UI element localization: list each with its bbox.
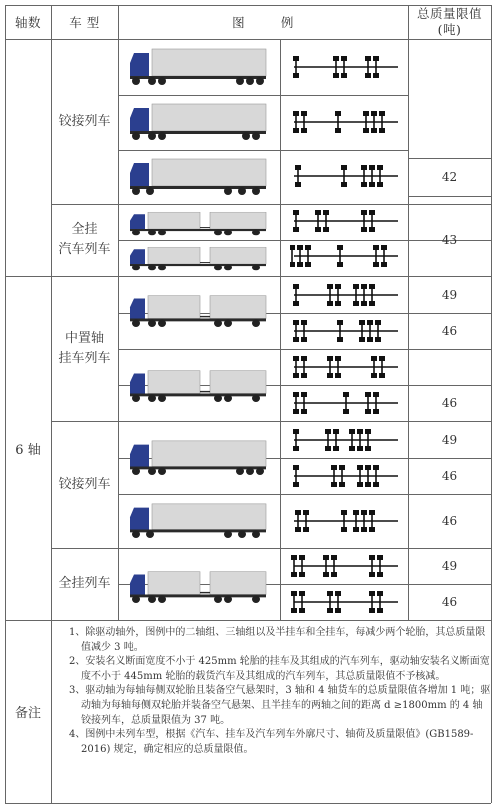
- grid-line: [408, 196, 491, 197]
- type-center-axle-trailer: 中置轴 挂车列车: [58, 330, 111, 366]
- grid-line: [118, 150, 408, 151]
- note-item: 3、驱动轴为每轴每侧双轮胎且装备空气悬架时，3 轴和 4 轴货车的总质量限值各增加 1 吨；驱动轴为每轴每侧双轮胎并装备空气悬架、且半挂车的两轴之间的距离 d ≥1800mm 的 4 轴铰接列车，总质量限值为 37 吨。: [69, 685, 491, 726]
- limit-value: 46: [441, 595, 458, 609]
- axle-diagram: [290, 244, 402, 268]
- grid-line: [118, 5, 119, 620]
- truck-illustration-semi3b: [128, 156, 268, 196]
- truck-illustration-full: [128, 208, 268, 236]
- axle-count-6: 6 轴: [15, 442, 41, 458]
- grid-line: [280, 39, 281, 620]
- limit-value: 46: [441, 324, 458, 338]
- axle-diagram: [290, 110, 402, 134]
- grid-line: [5, 620, 491, 621]
- limit-value: 49: [441, 559, 458, 573]
- header-axles: 轴数: [14, 15, 41, 30]
- notes-list: [59, 626, 491, 757]
- axle-diagram: [290, 319, 402, 343]
- grid-line: [491, 5, 492, 803]
- axle-diagram: [290, 355, 402, 379]
- axle-diagram: [290, 55, 402, 79]
- header-figure: 图 例: [232, 15, 294, 30]
- truck-illustration-full: [128, 243, 268, 271]
- axle-diagram: [290, 391, 402, 415]
- truck-illustration-full2: [128, 566, 268, 604]
- limit-value: 49: [441, 432, 458, 447]
- header-vehicle-type: 车 型: [69, 15, 100, 30]
- axle-diagram: [290, 590, 402, 614]
- truck-illustration-center: [128, 365, 268, 403]
- grid-line: [118, 95, 408, 96]
- truck-illustration-semi3: [128, 46, 268, 86]
- limit-value: 46: [441, 396, 458, 410]
- limit-value: 42: [441, 170, 458, 184]
- truck-illustration-center: [128, 290, 268, 328]
- notes-label: 备注: [14, 706, 41, 721]
- axle-diagram: [290, 509, 402, 533]
- grid-line: [5, 803, 491, 804]
- header-weight-limit: 总质量限值 (吨): [416, 6, 482, 37]
- grid-line: [118, 349, 491, 350]
- axle-diagram: [290, 283, 402, 307]
- limit-value: 46: [441, 514, 458, 528]
- note-item: 1、除驱动轴外，图例中的二轴组、三轴组以及半挂车和全挂车，每减少两个轮胎，其总质量限值减少 3 吨。: [69, 627, 486, 653]
- axle-diagram: [290, 164, 402, 188]
- limit-value: 49: [441, 287, 458, 302]
- note-item: 2、安装名义断面宽度不小于 425mm 轮胎的挂车及其组成的汽车列车，驱动轴安装名义断面宽度不小于 445mm 轮胎的载货汽车及其组成的汽车列车，其总质量限值不予核减。: [69, 656, 490, 682]
- truck-illustration-semi3: [128, 438, 268, 476]
- truck-illustration-semi2: [128, 101, 268, 141]
- type-full-trailer-1: 全挂 汽车列车: [58, 222, 111, 257]
- note-item: 4、图例中未列车型，根据《汽车、挂车及汽车列车外廓尺寸、轴荷及质量限值》(GB1589-2016) 规定，确定相应的总质量限值。: [69, 729, 474, 755]
- type-full-trailer-2: 全挂列车: [58, 576, 111, 591]
- axle-diagram: [290, 209, 402, 233]
- axle-diagram: [290, 554, 402, 578]
- axle-diagram: [290, 464, 402, 488]
- type-articulated-2: 铰接列车: [58, 476, 111, 492]
- axle-diagram: [290, 428, 402, 452]
- limit-value: 43: [441, 233, 458, 247]
- limit-value: 46: [441, 469, 458, 483]
- type-articulated-1: 铰接列车: [58, 113, 111, 129]
- truck-illustration-semi3b: [128, 501, 268, 539]
